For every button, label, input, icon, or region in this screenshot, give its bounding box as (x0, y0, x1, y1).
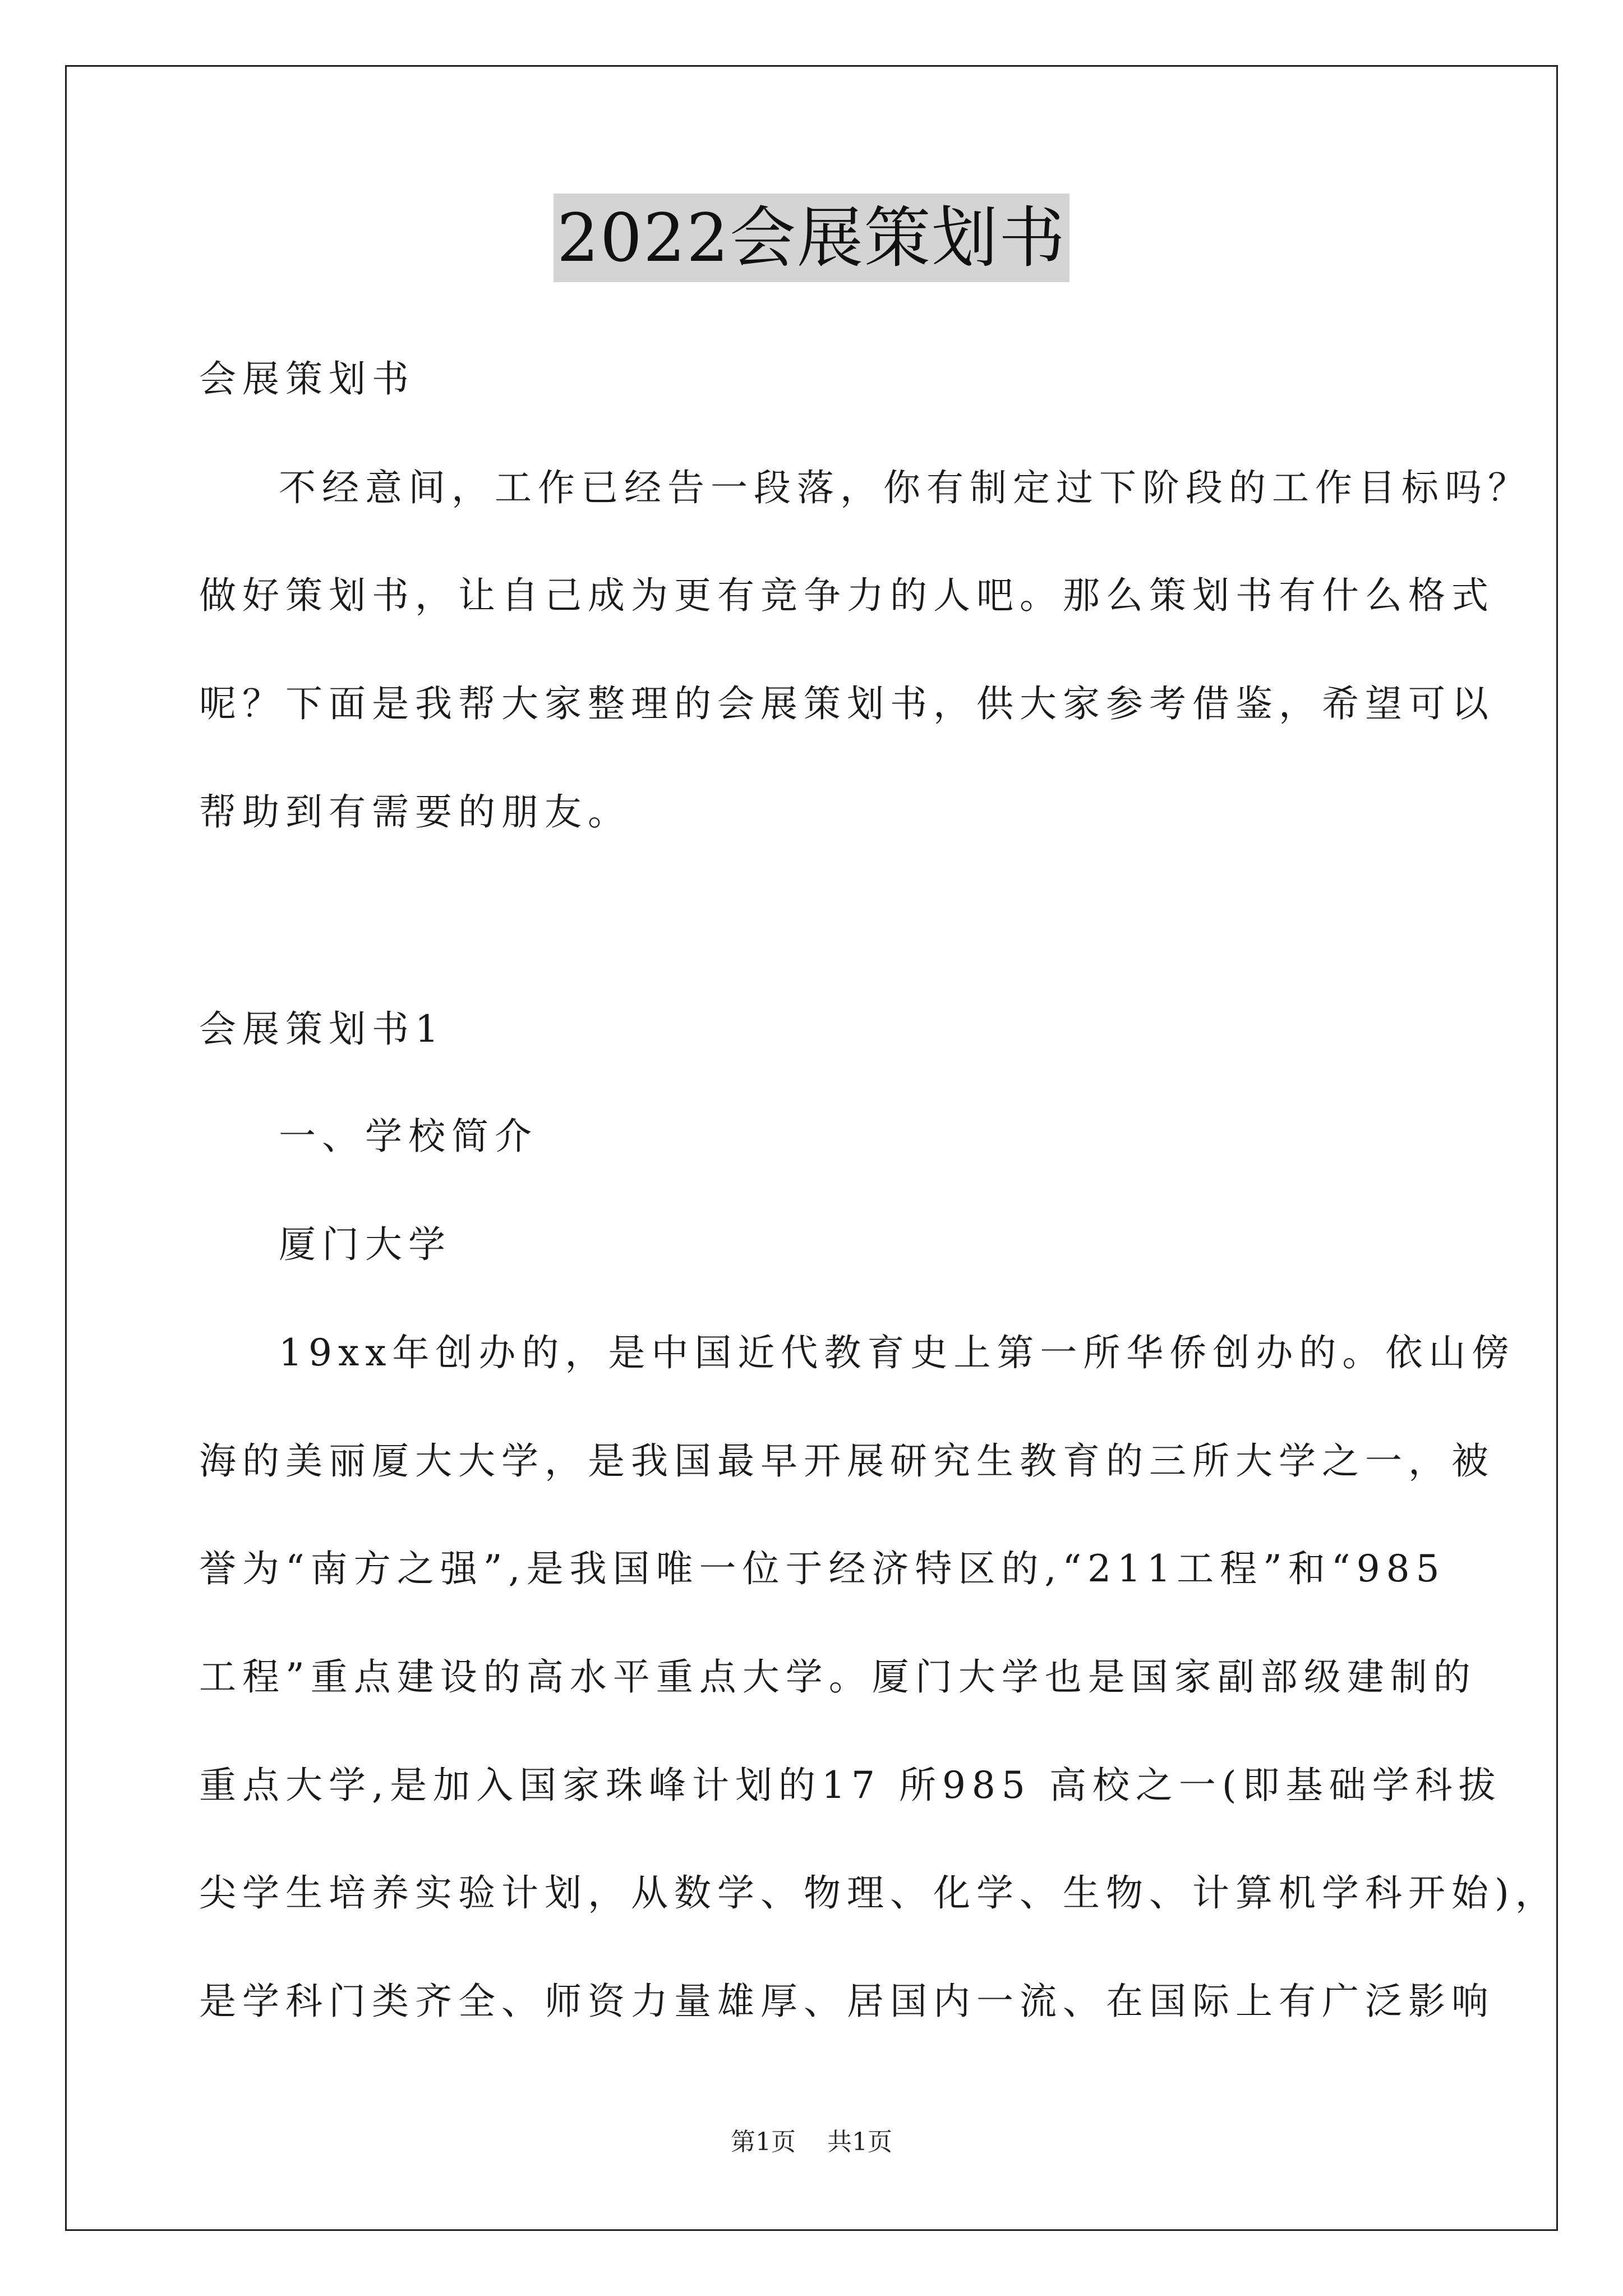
paragraph-line: 厦门大学 (279, 1223, 451, 1266)
page-footer (0, 2125, 1623, 2159)
paragraph-line: 工程”重点建设的高水平重点大学。厦门大学也是国家副部级建制的 (199, 1655, 1477, 1699)
paragraph-line: 做好策划书，让自己成为更有竞争力的人吧。那么策划书有什么格式 (199, 574, 1495, 617)
paragraph-line: 海的美丽厦大大学，是我国最早开展研究生教育的三所大学之一，被 (199, 1439, 1495, 1483)
document-title: 2022会展策划书 (554, 194, 1069, 282)
paragraph-line: 是学科门类齐全、师资力量雄厚、居国内一流、在国际上有广泛影响 (199, 1980, 1495, 2023)
paragraph-line: 呢？下面是我帮大家整理的会展策划书，供大家参考借鉴，希望可以 (199, 682, 1495, 725)
section-heading: 会展策划书1 (199, 1007, 445, 1051)
title-container (0, 194, 1623, 282)
paragraph-line: 尖学生培养实验计划，从数学、物理、化学、生物、计算机学科开始)， (199, 1871, 1559, 1915)
page-number: 第1页 (731, 2128, 796, 2156)
section-heading: 会展策划书 (199, 357, 415, 401)
page-total: 共1页 (827, 2128, 892, 2156)
paragraph-line: 重点大学,是加入国家珠峰计划的17 所985 高校之一(即基础学科拔 (199, 1764, 1502, 1807)
paragraph-line: 誉为“南方之强”,是我国唯一位于经济特区的,“211工程”和“985 (199, 1547, 1446, 1590)
paragraph-line: 不经意间，工作已经告一段落，你有制定过下阶段的工作目标吗？ (279, 466, 1531, 509)
paragraph-line: 帮助到有需要的朋友。 (199, 790, 631, 834)
paragraph-line: 19xx年创办的，是中国近代教育史上第一所华侨创办的。依山傍 (279, 1331, 1515, 1374)
subsection-heading: 一、学校简介 (279, 1115, 538, 1158)
